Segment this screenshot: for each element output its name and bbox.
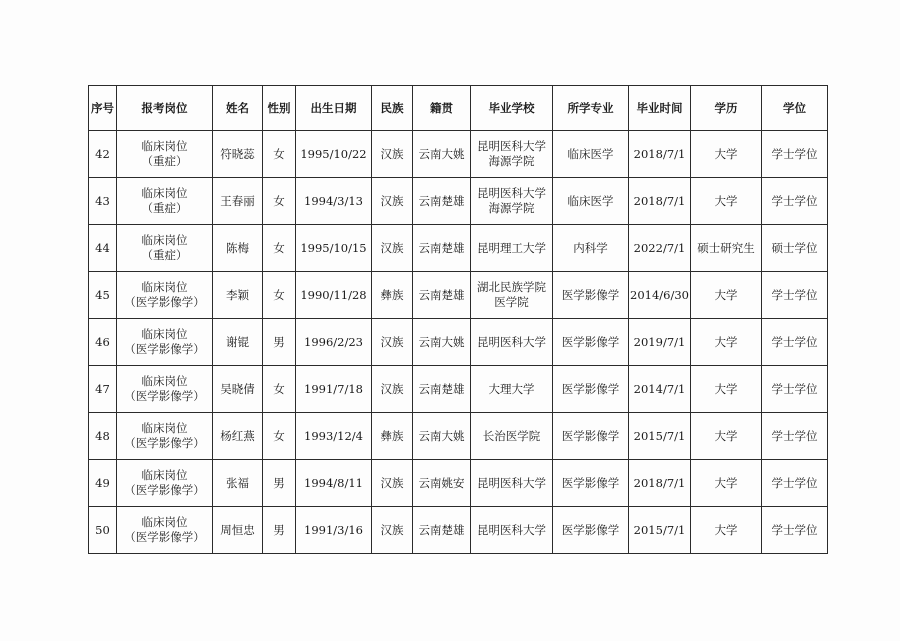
cell-school (471, 413, 553, 460)
cell-degree: 学士学位 (762, 413, 828, 460)
cell-major: 医学影像学 (553, 272, 629, 319)
cell-post-line: 临床岗位 (141, 139, 188, 153)
cell-birth-date: 1991/7/18 (296, 366, 372, 413)
cell-education: 大学 (691, 366, 762, 413)
cell-post-line: （医学影像学） (124, 483, 205, 497)
cell-name: 王春丽 (213, 178, 263, 225)
cell-school-line: 大理大学 (488, 381, 535, 396)
cell-education: 大学 (691, 131, 762, 178)
cell-school (471, 225, 553, 272)
cell-post-line: 临床岗位 (141, 515, 188, 529)
cell-post-line: （医学影像学） (124, 295, 205, 309)
cell-degree: 学士学位 (762, 319, 828, 366)
cell-birth-date: 1991/3/16 (296, 507, 372, 554)
cell-post-line: 临床岗位 (141, 468, 188, 482)
cell-post-line: （重症） (141, 154, 188, 168)
cell-sex: 女 (263, 131, 296, 178)
cell-birth-date: 1995/10/15 (296, 225, 372, 272)
cell-school-line: 昆明医科大学 (477, 334, 546, 349)
cell-school-line: 昆明医科大学 (477, 186, 546, 200)
cell-school (471, 460, 553, 507)
cell-ethnicity: 汉族 (372, 460, 413, 507)
cell-origin: 云南楚雄 (413, 272, 471, 319)
header-grad-date: 毕业时间 (629, 86, 691, 131)
cell-origin: 云南姚安 (413, 460, 471, 507)
table-row (89, 131, 828, 178)
cell-index: 45 (89, 272, 117, 319)
cell-name: 杨红燕 (213, 413, 263, 460)
header-major: 所学专业 (553, 86, 629, 131)
cell-birth-date: 1995/10/22 (296, 131, 372, 178)
header-birth-date: 出生日期 (296, 86, 372, 131)
cell-major: 内科学 (553, 225, 629, 272)
cell-major: 医学影像学 (553, 507, 629, 554)
table-row (89, 413, 828, 460)
cell-sex: 女 (263, 225, 296, 272)
cell-origin: 云南大姚 (413, 319, 471, 366)
header-name: 姓名 (213, 86, 263, 131)
cell-school (471, 178, 553, 225)
header-ethnicity: 民族 (372, 86, 413, 131)
cell-school-line: 昆明理工大学 (477, 240, 546, 255)
cell-grad-date: 2015/7/1 (629, 413, 691, 460)
cell-index: 50 (89, 507, 117, 554)
cell-birth-date: 1996/2/23 (296, 319, 372, 366)
cell-post-line: 临床岗位 (141, 233, 188, 247)
cell-education: 大学 (691, 460, 762, 507)
cell-name: 李颖 (213, 272, 263, 319)
cell-grad-date: 2019/7/1 (629, 319, 691, 366)
cell-grad-date: 2014/6/30 (629, 272, 691, 319)
cell-birth-date: 1990/11/28 (296, 272, 372, 319)
cell-post (117, 272, 213, 319)
header-origin: 籍贯 (413, 86, 471, 131)
cell-grad-date: 2014/7/1 (629, 366, 691, 413)
cell-major: 医学影像学 (553, 319, 629, 366)
cell-degree: 学士学位 (762, 178, 828, 225)
cell-school-line: 昆明医科大学 (477, 522, 546, 537)
cell-post-line: （医学影像学） (124, 389, 205, 403)
table-row (89, 225, 828, 272)
cell-ethnicity: 汉族 (372, 319, 413, 366)
cell-post-line: （医学影像学） (124, 436, 205, 450)
cell-post-line: 临床岗位 (141, 327, 188, 341)
cell-sex: 女 (263, 366, 296, 413)
cell-sex: 男 (263, 507, 296, 554)
cell-name: 谢锟 (213, 319, 263, 366)
cell-education: 大学 (691, 272, 762, 319)
cell-sex: 女 (263, 272, 296, 319)
cell-origin: 云南楚雄 (413, 366, 471, 413)
header-post: 报考岗位 (117, 86, 213, 131)
cell-post-line: 临床岗位 (141, 186, 188, 200)
cell-grad-date: 2018/7/1 (629, 131, 691, 178)
cell-index: 44 (89, 225, 117, 272)
table-header-row (89, 86, 828, 131)
cell-degree: 学士学位 (762, 507, 828, 554)
cell-index: 46 (89, 319, 117, 366)
cell-origin: 云南楚雄 (413, 507, 471, 554)
header-sex: 性别 (263, 86, 296, 131)
cell-name: 吴晓倩 (213, 366, 263, 413)
cell-major: 临床医学 (553, 178, 629, 225)
cell-education: 大学 (691, 319, 762, 366)
table-row (89, 507, 828, 554)
cell-major: 医学影像学 (553, 366, 629, 413)
cell-degree: 学士学位 (762, 272, 828, 319)
cell-origin: 云南楚雄 (413, 178, 471, 225)
cell-post-line: （重症） (141, 201, 188, 215)
cell-ethnicity: 汉族 (372, 507, 413, 554)
cell-post-line: 临床岗位 (141, 280, 188, 294)
header-education: 学历 (691, 86, 762, 131)
cell-school (471, 131, 553, 178)
cell-grad-date: 2015/7/1 (629, 507, 691, 554)
cell-post (117, 319, 213, 366)
table-row (89, 178, 828, 225)
cell-grad-date: 2018/7/1 (629, 178, 691, 225)
cell-school-line: 昆明医科大学 (477, 475, 546, 490)
cell-school (471, 272, 553, 319)
cell-sex: 女 (263, 413, 296, 460)
cell-post (117, 131, 213, 178)
cell-birth-date: 1994/8/11 (296, 460, 372, 507)
cell-school-line: 湖北民族学院 (477, 280, 546, 294)
cell-post-line: （医学影像学） (124, 342, 205, 356)
candidate-table (88, 85, 828, 554)
cell-ethnicity: 汉族 (372, 131, 413, 178)
cell-index: 49 (89, 460, 117, 507)
cell-degree: 学士学位 (762, 460, 828, 507)
cell-post (117, 225, 213, 272)
cell-ethnicity: 彝族 (372, 272, 413, 319)
table-row (89, 272, 828, 319)
cell-name: 陈梅 (213, 225, 263, 272)
cell-school-line: 海源学院 (488, 201, 535, 215)
cell-birth-date: 1994/3/13 (296, 178, 372, 225)
cell-birth-date: 1993/12/4 (296, 413, 372, 460)
cell-major: 医学影像学 (553, 460, 629, 507)
cell-index: 48 (89, 413, 117, 460)
cell-ethnicity: 彝族 (372, 413, 413, 460)
table-row (89, 460, 828, 507)
cell-major: 临床医学 (553, 131, 629, 178)
cell-index: 42 (89, 131, 117, 178)
cell-education: 大学 (691, 178, 762, 225)
cell-grad-date: 2018/7/1 (629, 460, 691, 507)
cell-sex: 女 (263, 178, 296, 225)
cell-degree: 硕士学位 (762, 225, 828, 272)
cell-degree: 学士学位 (762, 366, 828, 413)
cell-school (471, 507, 553, 554)
table-row (89, 319, 828, 366)
cell-school-line: 昆明医科大学 (477, 139, 546, 153)
cell-education: 大学 (691, 507, 762, 554)
header-index: 序号 (89, 86, 117, 131)
cell-name: 周恒忠 (213, 507, 263, 554)
cell-name: 符晓蕊 (213, 131, 263, 178)
cell-post (117, 366, 213, 413)
cell-name: 张福 (213, 460, 263, 507)
cell-education: 硕士研究生 (691, 225, 762, 272)
cell-sex: 男 (263, 460, 296, 507)
cell-education: 大学 (691, 413, 762, 460)
cell-school-line: 海源学院 (488, 154, 535, 168)
cell-origin: 云南大姚 (413, 131, 471, 178)
table-body (89, 131, 828, 554)
cell-origin: 云南大姚 (413, 413, 471, 460)
table-row (89, 366, 828, 413)
cell-index: 47 (89, 366, 117, 413)
cell-degree: 学士学位 (762, 131, 828, 178)
cell-school-line: 医学院 (494, 295, 529, 309)
cell-grad-date: 2022/7/1 (629, 225, 691, 272)
cell-school-line: 长治医学院 (482, 428, 541, 443)
header-school: 毕业学校 (471, 86, 553, 131)
cell-sex: 男 (263, 319, 296, 366)
cell-school (471, 366, 553, 413)
cell-major: 医学影像学 (553, 413, 629, 460)
cell-post-line: （重症） (141, 248, 188, 262)
cell-ethnicity: 汉族 (372, 178, 413, 225)
cell-ethnicity: 汉族 (372, 366, 413, 413)
cell-post-line: （医学影像学） (124, 530, 205, 544)
cell-school (471, 319, 553, 366)
cell-post (117, 178, 213, 225)
cell-post (117, 507, 213, 554)
cell-ethnicity: 汉族 (372, 225, 413, 272)
cell-post (117, 413, 213, 460)
cell-post-line: 临床岗位 (141, 421, 188, 435)
header-degree: 学位 (762, 86, 828, 131)
cell-post-line: 临床岗位 (141, 374, 188, 388)
cell-post (117, 460, 213, 507)
cell-index: 43 (89, 178, 117, 225)
cell-origin: 云南楚雄 (413, 225, 471, 272)
